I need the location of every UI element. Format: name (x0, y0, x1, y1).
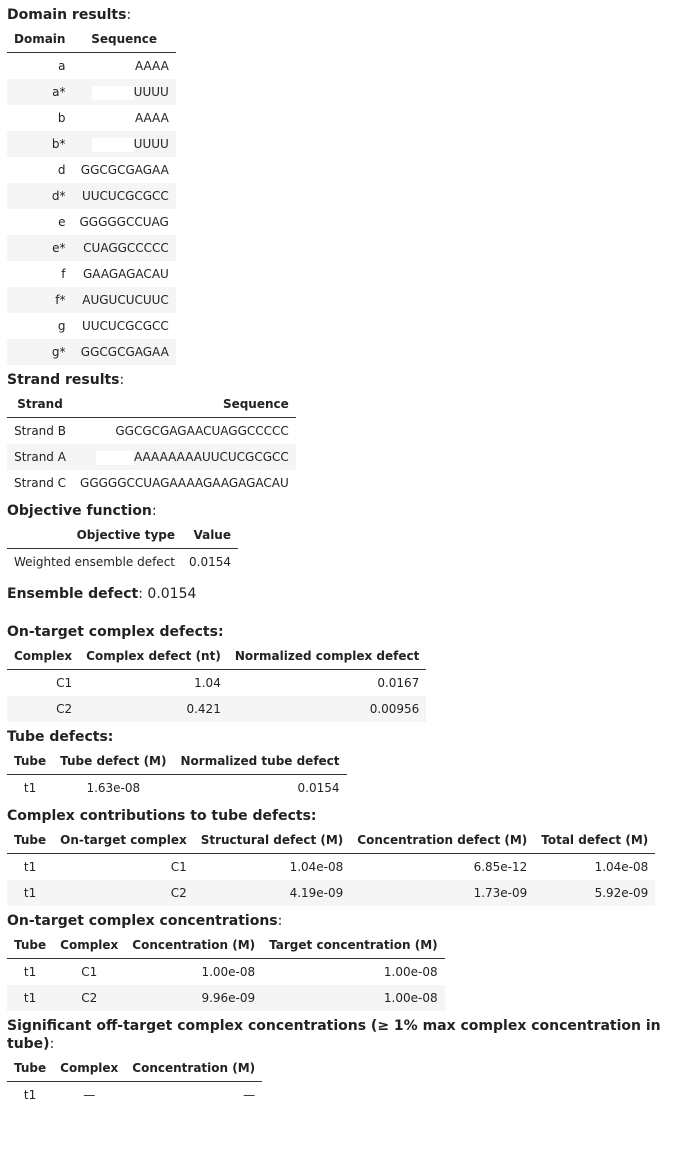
domain-name: a (58, 59, 66, 73)
concentration-defect: 1.73e-09 (350, 880, 534, 906)
tube-defects-table (7, 749, 347, 801)
tube-name: t1 (23, 781, 37, 795)
strand-sequence: GGGGGCCUAGAAAAGAAGAGACAU (80, 476, 289, 490)
table-row (7, 444, 296, 470)
normalized-tube-defect: 0.0154 (297, 781, 340, 795)
table-row (7, 313, 176, 339)
objective-type: Weighted ensemble defect (14, 555, 175, 569)
domain-results-table (7, 27, 176, 365)
col-tube: Tube (7, 828, 53, 854)
domain-name: e* (7, 235, 72, 261)
domain-sequence: AAAA (134, 59, 169, 73)
tube-name: t1 (7, 880, 53, 906)
domain-sequence: UUUU (72, 131, 175, 157)
tube-defect: 1.63e-08 (86, 781, 141, 795)
domain-name: d* (7, 183, 72, 209)
table-row (7, 775, 347, 802)
ontarget-defects-section (7, 623, 677, 722)
tube-name: t1 (23, 860, 37, 874)
objective-heading: Objective function: (7, 503, 157, 519)
strand-name: Strand B (14, 424, 66, 438)
complex-defect: 0.421 (79, 696, 228, 722)
table-row (7, 53, 176, 80)
col-complex: Complex (53, 1056, 125, 1082)
concentration: 1.00e-08 (201, 965, 256, 979)
offtarget-heading: Significant off-target complex concentrations (≥ 1% max complex concentration in tube): (7, 1018, 661, 1052)
strand-name: Strand A (7, 444, 73, 470)
target-concentration: 1.00e-08 (383, 965, 438, 979)
strand-name: Strand C (14, 476, 67, 490)
col-structural-defect: Structural defect (M) (194, 828, 351, 854)
table-row (7, 261, 176, 287)
table-row (7, 418, 296, 445)
col-concentration-defect: Concentration defect (M) (350, 828, 534, 854)
total-defect: 5.92e-09 (534, 880, 655, 906)
table-row (7, 670, 426, 697)
col-objective-type: Objective type (7, 523, 182, 549)
domain-sequence: UUCUCGCGCC (72, 183, 175, 209)
tube-defects-section (7, 728, 677, 801)
strand-sequence: AAAAAAAAUUCUCGCGCC (73, 444, 296, 470)
domain-sequence: UUCUCGCGCC (81, 319, 169, 333)
target-concentration: 1.00e-08 (262, 985, 444, 1011)
col-complex: Complex (53, 933, 125, 959)
ensemble-defect-label: Ensemble defect (7, 586, 139, 602)
domain-name: d (57, 163, 66, 177)
col-ontarget-complex: On-target complex (53, 828, 194, 854)
domain-name: e (58, 215, 66, 229)
strand-results-table (7, 392, 296, 496)
col-complex: Complex (7, 644, 79, 670)
domain-name: b* (7, 131, 72, 157)
ensemble-defect-value: 0.0154 (147, 586, 197, 602)
domain-name: g* (7, 339, 72, 365)
offtarget-section (7, 1017, 677, 1108)
table-row (7, 157, 176, 183)
domain-name: g (57, 319, 66, 333)
domain-results-heading: Domain results: (7, 7, 132, 23)
col-tube: Tube (7, 1056, 53, 1082)
col-tube: Tube (7, 933, 53, 959)
domain-sequence: AUGUCUCUUC (72, 287, 175, 313)
offtarget-table (7, 1056, 262, 1108)
complex-name: C2 (7, 696, 79, 722)
domain-sequence: AAAA (134, 111, 169, 125)
normalized-defect: 0.00956 (228, 696, 426, 722)
total-defect: 1.04e-08 (594, 860, 649, 874)
col-value: Value (182, 523, 238, 549)
concentrations-heading: On-target complex concentrations: (7, 913, 283, 929)
domain-sequence: GAAGAGACAU (83, 267, 169, 281)
table-row (7, 79, 176, 105)
domain-name: f (61, 267, 66, 281)
tube-name: t1 (7, 985, 53, 1011)
strand-results-section (7, 371, 677, 496)
col-normalized-tube-defect: Normalized tube defect (173, 749, 346, 775)
col-sequence: Sequence (72, 27, 175, 53)
table-row (7, 985, 445, 1011)
complex-name: — (83, 1088, 96, 1102)
table-row (7, 1082, 262, 1109)
structural-defect: 4.19e-09 (194, 880, 351, 906)
table-row (7, 959, 445, 986)
complex-name: C2 (53, 880, 194, 906)
col-complex-defect: Complex defect (nt) (79, 644, 228, 670)
domain-sequence: GGGGGCCUAG (79, 215, 169, 229)
col-sequence: Sequence (73, 392, 296, 418)
concentration: — (243, 1088, 256, 1102)
ensemble-defect: Ensemble defect: 0.0154 (7, 586, 197, 602)
concentration: 9.96e-09 (125, 985, 262, 1011)
domain-name: a* (7, 79, 72, 105)
domain-sequence: CUAGGCCCCC (72, 235, 175, 261)
objective-value: 0.0154 (189, 555, 231, 569)
structural-defect: 1.04e-08 (289, 860, 344, 874)
col-total-defect: Total defect (M) (534, 828, 655, 854)
normalized-defect: 0.0167 (377, 676, 420, 690)
complex-name: C1 (170, 860, 187, 874)
col-concentration: Concentration (M) (125, 933, 262, 959)
complex-name: C1 (56, 676, 73, 690)
table-row (7, 339, 176, 365)
tube-name: t1 (23, 965, 37, 979)
col-domain: Domain (7, 27, 72, 53)
concentration-defect: 6.85e-12 (473, 860, 528, 874)
objective-section (7, 502, 677, 575)
col-normalized-defect: Normalized complex defect (228, 644, 426, 670)
tube-name: t1 (23, 1088, 37, 1102)
table-row (7, 287, 176, 313)
table-row (7, 854, 655, 881)
table-row (7, 549, 238, 576)
col-tube-defect: Tube defect (M) (53, 749, 173, 775)
table-row (7, 235, 176, 261)
objective-table (7, 523, 238, 575)
col-strand: Strand (7, 392, 73, 418)
complex-name: C2 (53, 985, 125, 1011)
ontarget-defects-heading: On-target complex defects: (7, 624, 224, 640)
contributions-table (7, 828, 655, 906)
table-row (7, 131, 176, 157)
col-concentration: Concentration (M) (125, 1056, 262, 1082)
domain-sequence: GGCGCGAGAA (72, 339, 175, 365)
strand-sequence: GGCGCGAGAACUAGGCCCCC (115, 424, 289, 438)
col-tube: Tube (7, 749, 53, 775)
domain-name: f* (7, 287, 72, 313)
concentrations-table (7, 933, 445, 1011)
strand-results-heading: Strand results: (7, 372, 125, 388)
table-row (7, 470, 296, 496)
complex-name: C1 (81, 965, 98, 979)
table-row (7, 183, 176, 209)
tube-defects-heading: Tube defects: (7, 729, 114, 745)
table-row (7, 209, 176, 235)
domain-sequence: UUUU (72, 79, 175, 105)
table-row (7, 105, 176, 131)
table-row (7, 880, 655, 906)
ontarget-defects-table (7, 644, 426, 722)
domain-sequence: GGCGCGAGAA (80, 163, 169, 177)
domain-results-section (7, 6, 677, 365)
complex-defect: 1.04 (194, 676, 221, 690)
col-target-concentration: Target concentration (M) (262, 933, 444, 959)
contributions-heading: Complex contributions to tube defects: (7, 808, 317, 824)
contributions-section (7, 807, 677, 906)
domain-name: b (57, 111, 66, 125)
concentrations-section (7, 912, 677, 1011)
table-row (7, 696, 426, 722)
